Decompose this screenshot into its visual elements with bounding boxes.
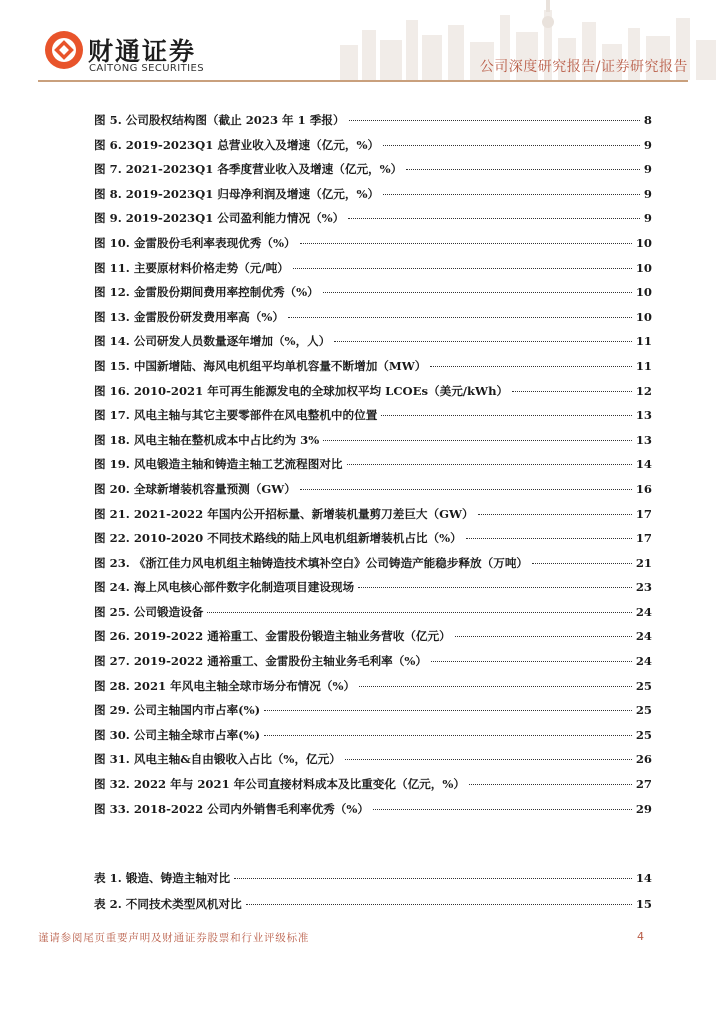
toc-entry-page: 24	[635, 604, 652, 619]
toc-leader-dots	[323, 292, 632, 293]
toc-entry-label: 图 29. 公司主轴国内市占率(%)	[94, 703, 261, 718]
toc-leader-dots	[455, 636, 632, 637]
toc-entry[interactable]	[94, 801, 652, 826]
toc-entry-label: 图 12. 金雷股份期间费用率控制优秀（%）	[94, 285, 319, 300]
toc-entry-page: 9	[643, 211, 652, 226]
toc-entry-page: 10	[635, 285, 652, 300]
toc-entry[interactable]	[94, 678, 652, 703]
toc-entry-label: 图 17. 风电主轴与其它主要零部件在风电整机中的位置	[94, 408, 378, 423]
toc-entry-label: 图 9. 2019-2023Q1 公司盈利能力情况（%）	[94, 211, 345, 226]
toc-leader-dots	[348, 218, 640, 219]
toc-entry[interactable]	[94, 284, 652, 309]
toc-entry-page: 11	[635, 334, 652, 349]
toc-leader-dots	[406, 169, 640, 170]
toc-entry[interactable]	[94, 456, 652, 481]
toc-entry-page: 29	[635, 801, 652, 816]
toc-entry-page: 16	[635, 481, 652, 496]
toc-entry[interactable]	[94, 604, 652, 629]
toc-entry-label: 图 10. 金雷股份毛利率表现优秀（%）	[94, 235, 296, 250]
toc-entry-page: 11	[635, 358, 652, 373]
toc-leader-dots	[373, 809, 632, 810]
toc-entry-page: 10	[635, 309, 652, 324]
toc-leader-dots	[288, 317, 632, 318]
toc-entry-label: 图 8. 2019-2023Q1 归母净利润及增速（亿元，%）	[94, 186, 380, 201]
toc-leader-dots	[345, 759, 632, 760]
toc-entry-page: 24	[635, 629, 652, 644]
toc-leader-dots	[300, 489, 632, 490]
toc-entry-label: 表 1. 锻造、铸造主轴对比	[94, 871, 231, 885]
toc-entry-page: 12	[635, 383, 652, 398]
report-type: 公司深度研究报告/证券研究报告	[479, 59, 688, 75]
toc-entry[interactable]	[94, 161, 652, 186]
toc-entry-page: 24	[635, 654, 652, 669]
toc-leader-dots	[381, 415, 632, 416]
toc-leader-dots	[512, 391, 632, 392]
toc-entry-label: 图 32. 2022 年与 2021 年公司直接材料成本及比重变化（亿元，%）	[94, 777, 465, 792]
caitong-logo-icon	[44, 30, 84, 70]
toc-entry-page: 26	[635, 752, 652, 767]
toc-leader-dots	[293, 268, 632, 269]
toc-entry-label: 图 21. 2021-2022 年国内公开招标量、新增装机量剪刀差巨大（GW）	[94, 506, 474, 521]
toc-entry-label: 图 16. 2010-2021 年可再生能源发电的全球加权平均 LCOEs（美元/kWh）	[94, 383, 509, 398]
toc-entry[interactable]	[94, 210, 652, 235]
toc-entry-label: 图 20. 全球新增装机容量预测（GW）	[94, 481, 296, 496]
toc-entry-label: 图 26. 2019-2022 通裕重工、金雷股份锻造主轴业务营收（亿元）	[94, 629, 451, 644]
toc-entry-page: 25	[635, 678, 652, 693]
toc-entry-label: 图 24. 海上风电核心部件数字化制造项目建设现场	[94, 580, 355, 595]
toc-leader-dots	[466, 538, 632, 539]
toc-entry-page: 10	[635, 235, 652, 250]
toc-entry-page: 25	[635, 703, 652, 718]
toc-leader-dots	[246, 904, 632, 905]
toc-leader-dots	[431, 661, 632, 662]
toc-entry-page: 21	[635, 555, 652, 570]
toc-entry[interactable]	[94, 579, 652, 604]
toc-entry-label: 图 18. 风电主轴在整机成本中占比约为 3%	[94, 432, 320, 447]
toc-leader-dots	[300, 243, 632, 244]
toc-entry[interactable]	[94, 137, 652, 162]
toc-entry-label: 图 19. 风电锻造主轴和铸造主轴工艺流程图对比	[94, 457, 343, 472]
toc-entry-label: 图 15. 中国新增陆、海风电机组平均单机容量不断增加（MW）	[94, 358, 427, 373]
toc-entry[interactable]	[94, 186, 652, 211]
toc-leader-dots	[207, 612, 631, 613]
toc-entry[interactable]	[94, 530, 652, 555]
toc-entry-page: 27	[635, 777, 652, 792]
toc-entry-page: 17	[635, 506, 652, 521]
toc-entry[interactable]	[94, 481, 652, 506]
toc-entry-page: 8	[643, 113, 652, 127]
toc-entry[interactable]	[94, 653, 652, 678]
toc-entry[interactable]	[94, 555, 652, 580]
toc-entry-label: 图 33. 2018-2022 公司内外销售毛利率优秀（%）	[94, 801, 369, 816]
toc-entry[interactable]	[94, 383, 652, 408]
toc-entry-page: 15	[635, 897, 652, 911]
toc-entry[interactable]	[94, 506, 652, 531]
toc-entry-page: 13	[635, 432, 652, 447]
toc-entry[interactable]	[94, 727, 652, 752]
toc-entry-label: 图 31. 风电主轴&自由锻收入占比（%，亿元）	[94, 752, 341, 767]
toc-entry[interactable]	[94, 358, 652, 383]
toc-leader-dots	[264, 735, 632, 736]
toc-leader-dots	[532, 563, 632, 564]
toc-entry[interactable]	[94, 432, 652, 457]
toc-leader-dots	[234, 878, 632, 879]
company-name-cn: 财通证券	[88, 37, 197, 66]
footer-disclaimer: 谨请参阅尾页重要声明及财通证券股票和行业评级标准	[38, 932, 310, 944]
toc-entry-label: 图 11. 主要原材料价格走势（元/吨）	[94, 260, 289, 275]
toc-leader-dots	[334, 341, 632, 342]
toc-entry-label: 表 2. 不同技术类型风机对比	[94, 897, 242, 911]
toc-leader-dots	[264, 710, 632, 711]
toc-entry-label: 图 28. 2021 年风电主轴全球市场分布情况（%）	[94, 678, 356, 693]
toc-entry-page: 25	[635, 727, 652, 742]
toc-entry-page: 9	[643, 137, 652, 152]
header-divider	[38, 80, 688, 82]
toc-entry-label: 图 22. 2010-2020 不同技术路线的陆上风电机组新增装机占比（%）	[94, 531, 462, 546]
toc-entry[interactable]	[94, 407, 652, 432]
toc-leader-dots	[478, 514, 632, 515]
company-name-en: CAITONG SECURITIES	[89, 63, 204, 74]
toc-leader-dots	[469, 784, 632, 785]
toc-entry-page: 14	[635, 871, 652, 885]
toc-leader-dots	[383, 194, 640, 195]
toc-entry[interactable]	[94, 751, 652, 776]
toc-entry[interactable]	[94, 702, 652, 727]
toc-leader-dots	[430, 366, 632, 367]
toc-entry[interactable]	[94, 112, 652, 137]
toc-entry-label: 图 13. 金雷股份研发费用率高（%）	[94, 309, 284, 324]
toc-entry-page: 17	[635, 531, 652, 546]
toc-entry-label: 图 14. 公司研发人员数量逐年增加（%，人）	[94, 334, 331, 349]
toc-entry[interactable]	[94, 870, 652, 896]
toc-leader-dots	[359, 686, 632, 687]
toc-entry[interactable]	[94, 309, 652, 334]
table-list	[94, 870, 652, 922]
toc-entry[interactable]	[94, 260, 652, 285]
toc-entry[interactable]	[94, 628, 652, 653]
toc-entry-page: 9	[643, 162, 652, 177]
toc-entry-page: 23	[635, 580, 652, 595]
toc-entry-label: 图 25. 公司锻造设备	[94, 604, 204, 619]
toc-leader-dots	[358, 587, 632, 588]
toc-leader-dots	[383, 145, 640, 146]
toc-leader-dots	[349, 120, 640, 121]
toc-entry-page: 13	[635, 408, 652, 423]
page-header	[0, 0, 724, 92]
toc-entry-page: 10	[635, 260, 652, 275]
toc-leader-dots	[323, 440, 632, 441]
toc-entry-label: 图 30. 公司主轴全球市占率(%)	[94, 727, 261, 742]
toc-leader-dots	[347, 464, 632, 465]
page-number: 4	[637, 930, 644, 943]
toc-entry-label: 图 7. 2021-2023Q1 各季度营业收入及增速（亿元，%）	[94, 162, 403, 177]
toc-entry-label: 图 27. 2019-2022 通裕重工、金雷股份主轴业务毛利率（%）	[94, 654, 427, 669]
toc-entry-page: 9	[643, 186, 652, 201]
toc-entry-label: 图 5. 公司股权结构图（截止 2023 年 1 季报）	[94, 113, 345, 127]
toc-entry[interactable]	[94, 235, 652, 260]
figure-list	[94, 112, 652, 825]
toc-entry[interactable]	[94, 776, 652, 801]
toc-entry-page: 14	[635, 457, 652, 472]
toc-entry[interactable]	[94, 896, 652, 922]
toc-entry[interactable]	[94, 333, 652, 358]
toc-entry-label: 图 6. 2019-2023Q1 总营业收入及增速（亿元，%）	[94, 137, 380, 152]
toc-entry-label: 图 23. 《浙江佳力风电机组主轴铸造技术填补空白》公司铸造产能稳步释放（万吨）	[94, 555, 529, 570]
